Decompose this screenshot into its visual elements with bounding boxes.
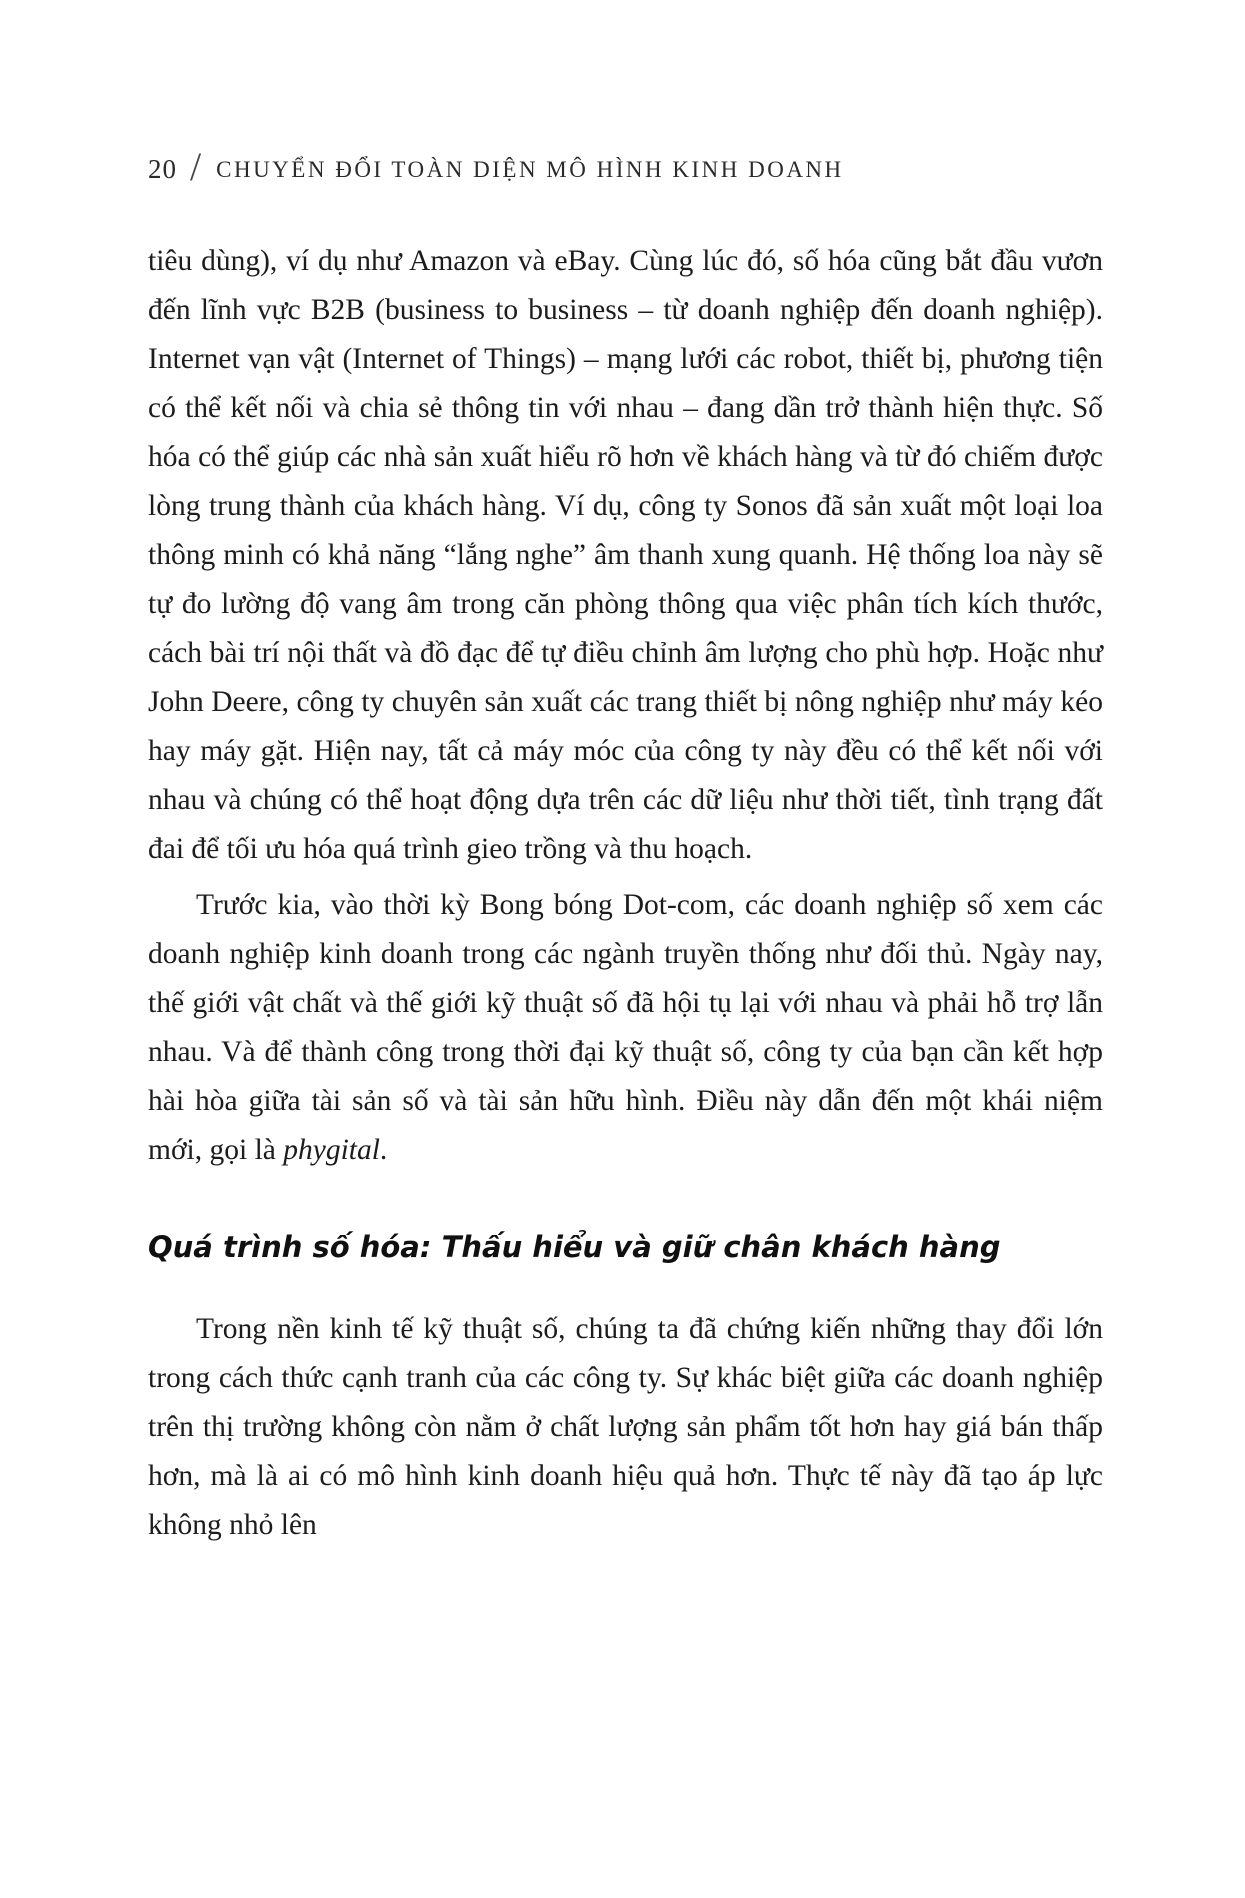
phygital-term: phygital — [283, 1134, 380, 1166]
paragraph-1: tiêu dùng), ví dụ như Amazon và eBay. Cùng lúc đó, số hóa cũng bắt đầu vươn đến lĩnh vực B2B (business to business – từ doanh nghiệp đến doanh nghiệp). Internet vạn vật (Internet of Things) – mạng lưới các robot, thiết bị, phương tiện có thể kết nối và chia sẻ thông tin với nhau – đang dần trở thành hiện thực. Số hóa có thể giúp các nhà sản xuất hiểu rõ hơn về khách hàng và từ đó chiếm được lòng trung thành của khách hàng. Ví dụ, công ty Sonos đã sản xuất một loại loa thông minh có khả năng “lắng nghe” âm thanh xung quanh. Hệ thống loa này sẽ tự đo lường độ vang âm trong căn phòng thông qua việc phân tích kích thước, cách bài trí nội thất và đồ đạc để tự điều chỉnh âm lượng cho phù hợp. Hoặc như John Deere, công ty chuyên sản xuất các trang thiết bị nông nghiệp như máy kéo hay máy gặt. Hiện nay, tất cả máy móc của công ty này đều có thể kết nối với nhau và chúng có thể hoạt động dựa trên các dữ liệu như thời tiết, tình trạng đất đai để tối ưu hóa quá trình gieo trồng và thu hoạch. — [148, 245, 1103, 865]
section-heading: Quá trình số hóa: Thấu hiểu và giữ chân khách hàng — [148, 1230, 1001, 1264]
header-divider-slash: / — [190, 144, 202, 189]
paragraph-2-text: Trước kia, vào thời kỳ Bong bóng Dot-com, các doanh nghiệp số xem các doanh nghiệp kinh doanh trong các ngành truyền thống như đối thủ. Ngày nay, thế giới vật chất và thế giới kỹ thuật số đã hội tụ lại với nhau và phải hỗ trợ lẫn nhau. Và để thành công trong thời đại kỹ thuật số, công ty của bạn cần kết hợp hài hòa giữa tài sản số và tài sản hữu hình. Điều này dẫn đến một khái niệm mới, gọi là — [148, 889, 1103, 1166]
paragraph-2 — [148, 881, 1103, 1175]
paragraph-2-period: . — [379, 1134, 388, 1166]
running-title: CHUYỂN ĐỔI TOÀN DIỆN MÔ HÌNH KINH DOANH — [216, 156, 844, 182]
paragraph-3: Trong nền kinh tế kỹ thuật số, chúng ta đã chứng kiến những thay đổi lớn trong cách thức cạnh tranh của các công ty. Sự khác biệt giữa các doanh nghiệp trên thị trường không còn nằm ở chất lượng sản phẩm tốt hơn hay giá bán thấp hơn, mà là ai có mô hình kinh doanh hiệu quả hơn. Thực tế này đã tạo áp lực không nhỏ lên — [148, 1313, 1103, 1541]
page-number: 20 — [148, 154, 177, 184]
page-header — [148, 146, 1103, 193]
page-body — [148, 237, 1103, 1550]
